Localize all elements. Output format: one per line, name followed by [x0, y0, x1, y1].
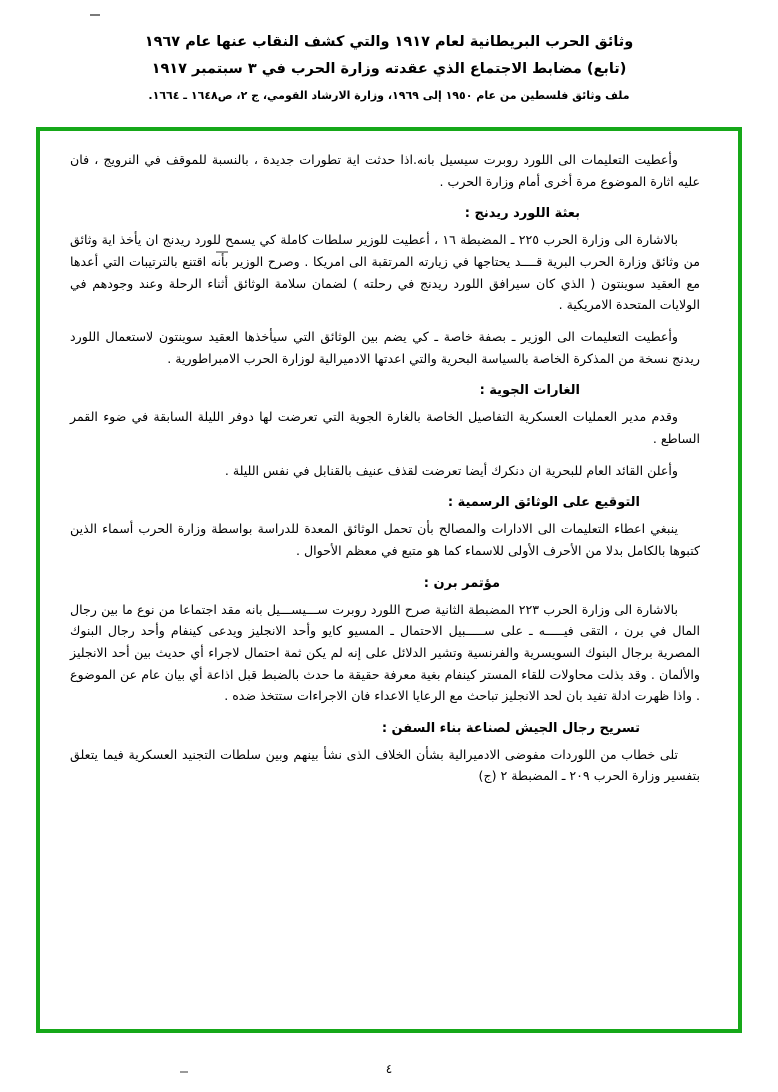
paragraph-bern-bankers-meeting: بالاشارة الى وزارة الحرب ٢٢٣ المضبطة الثانية صرح اللورد روبرت ســـيســـيل بانه مقد اجتماعا من نوع ما بين رجال المال في برن ، التقى فيـــــه ـ على ســـــبيل الاحتمال ـ المسيو كايو وأحد الانجليز ويدعى كينفام وأحد رجال البنوك المصرية برجال البنوك السويسرية والفرنسية وتشير الدلائل على إنه لم يكن ثمة احتمال لاجراء أي حديث بين أحد الانجليز والألمان . وقد بذلت محاولات للقاء المستر كينفام بغية معرفة حقيقة ما حدث بالضبط قبل اذاعة أي بيان عام عن الموضوع . واذا ظهرت ادلة تفيد بان لحد الانجليز تباحث مع الرعايا الاعداء فان الاجراءات ستتخذ ضده . [70, 601, 700, 704]
header-source-citation: ملف وثائق فلسطين من عام ١٩٥٠ إلى ١٩٦٩، وزارة الارشاد القومي، ج ٢، ص١٦٤٨ ـ ١٦٦٤. [148, 88, 630, 102]
paragraph-naval-policy-memo: وأعطيت التعليمات الى الوزير ـ بصفة خاصة ـ كي يضم بين الوثائق التي سيأخذها العقيد سوينتون لاستعمال اللورد ريدنج نسخة من المذكرة الخاصة بالسياسة البحرية والتي اعدتها الادميرالية لوزارة الحرب الامبراطورية . [70, 328, 700, 366]
paragraph-admiralty-letter: تلى خطاب من اللوردات مفوضى الادميرالية بشأن الخلاف الذى نشأ بينهم وبين سلطات التجنيد العسكرية فيما يتعلق بتفسير وزارة الحرب ٢٠٩ ـ المضبطة ٢ (ج) [70, 746, 700, 784]
section-heading-air-raids: الغارات الجوية : [479, 383, 580, 399]
header-title-line-2: (تابع) مضابط الاجتماع الذي عقدته وزارة الحرب في ٣ سبتمبر ١٩١٧ [151, 60, 627, 77]
page-header [0, 0, 778, 104]
scan-mark-upper [216, 251, 228, 253]
page-number: ٤ [385, 1062, 393, 1076]
paragraph-dover-raid: وقدم مدير العمليات العسكرية التفاصيل الخاصة بالغارة الجوية التي تعرضت لها دوفر الليلة السابقة في ضوء القمر الساطع . [70, 409, 700, 446]
paragraph-cecil-instructions: وأعطيت التعليمات الى اللورد روبرت سيسيل بانه.اذا حدثت اية تطورات جديدة ، بالنسبة للموقف في النرويج ، فان عليه اثارة الموضوع مرة أخرى أمام وزارة الحرب . [70, 152, 700, 189]
paragraph-reading-documents: بالاشارة الى وزارة الحرب ٢٢٥ ـ المضبطة ١٦ ، أعطيت للوزير سلطات كاملة كي يسمح للورد ريدنج ان يأخذ اية وثائق من وثائق وزارة الحرب البرية قــــد يحتاجها في زيارته المرتقبة الى امريكا . وصرح الوزير بأنه اقتنع بالترتيبات التي أعدها مع العقيد سوينتون ( الذي كان سيرافق اللورد ريدنج في رحلته ) لضمان سلامة الوثائق أثناء الرحلة وعند وجودهم في الولايات المتحدة الامريكية . [70, 232, 700, 313]
paragraph-dunkirk-bombing: وأعلن القائد العام للبحرية ان دنكرك أيضا تعرضت لقذف عنيف بالقنابل في نفس الليلة . [224, 462, 678, 478]
document-body [40, 131, 738, 807]
page-edge-mark-top [90, 14, 100, 16]
paragraph-signature-policy: ينبغي اعطاء التعليمات الى الادارات والمصالح بأن تحمل الوثائق المعدة للدراسة بواسطة وزارة الحرب أسماء الذين كتبوها بالكامل بدلا من الأحرف الأولى للاسماء كما هو متبع في معظم الأحوال . [70, 521, 700, 558]
section-heading-reading-mission: بعثة اللورد ريدنج : [464, 206, 580, 222]
section-heading-shipbuilding-release: تسريح رجال الجيش لصناعة بناء السفن : [381, 720, 640, 736]
content-frame [36, 127, 742, 1033]
section-heading-bern-conference: مؤتمر برن : [423, 575, 500, 591]
section-heading-signing-documents: التوقيع على الوثائق الرسمية : [447, 495, 640, 511]
header-title-line-1: وثائق الحرب البريطانية لعام ١٩١٧ والتي كشف النقاب عنها عام ١٩٦٧ [144, 34, 634, 50]
